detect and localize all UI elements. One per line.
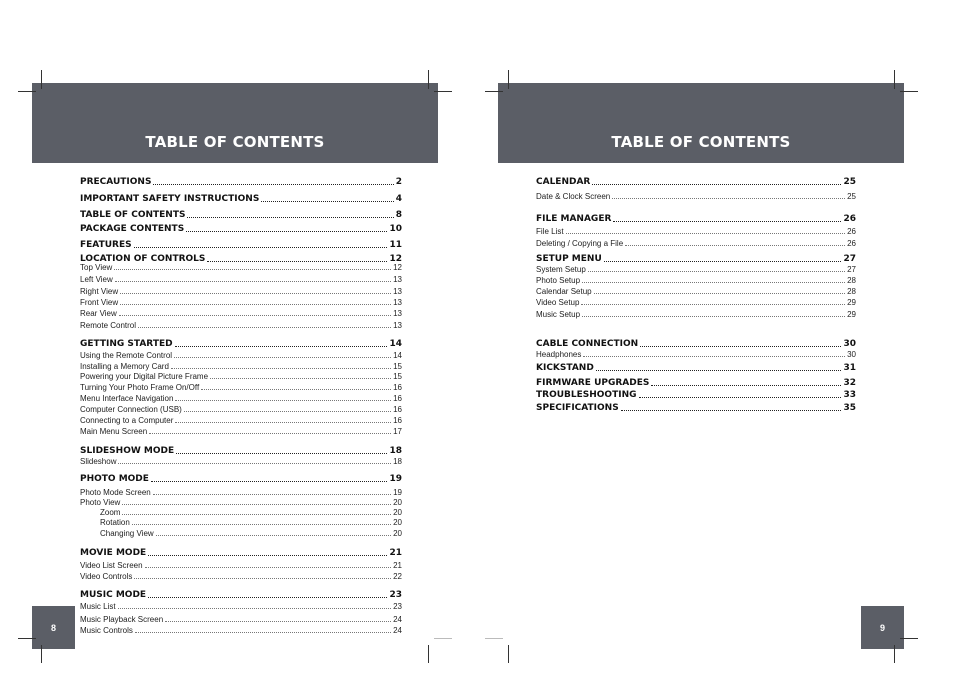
toc-section-entry bbox=[80, 225, 402, 234]
toc-subsection-entry bbox=[536, 228, 856, 236]
toc-subsection-entry bbox=[80, 363, 402, 371]
toc-entry-page: 19 bbox=[389, 474, 402, 484]
crop-mark bbox=[508, 70, 509, 89]
toc-subsection-entry bbox=[80, 489, 402, 497]
crop-mark bbox=[428, 70, 429, 89]
crop-mark bbox=[900, 638, 918, 639]
toc-entry-page: 32 bbox=[843, 378, 856, 388]
toc-entry-page: 29 bbox=[847, 298, 856, 307]
toc-entry-page: 23 bbox=[393, 602, 402, 611]
toc-subsection-entry bbox=[80, 627, 402, 635]
toc-entry-label: SETUP MENU bbox=[536, 254, 602, 264]
toc-subsection-entry bbox=[536, 299, 856, 307]
crop-mark bbox=[18, 91, 36, 92]
toc-entry-page: 8 bbox=[395, 210, 402, 220]
toc-entry-page: 13 bbox=[393, 298, 402, 307]
toc-subsection-entry bbox=[80, 395, 402, 403]
toc-leader-dots bbox=[134, 578, 391, 579]
toc-leader-dots bbox=[184, 411, 391, 412]
toc-subsection-entry bbox=[80, 264, 402, 272]
toc-leader-dots bbox=[171, 368, 391, 369]
toc-entry-label: FIRMWARE UPGRADES bbox=[536, 378, 650, 388]
toc-leader-dots bbox=[148, 555, 387, 556]
toc-leader-dots bbox=[119, 315, 391, 316]
toc-entry-page: 12 bbox=[393, 263, 402, 272]
left-header-banner bbox=[32, 83, 438, 163]
toc-entry-page: 10 bbox=[389, 224, 402, 234]
toc-subsection-entry bbox=[80, 428, 402, 436]
toc-entry-page: 26 bbox=[847, 239, 856, 248]
toc-leader-dots bbox=[151, 481, 388, 482]
toc-entry-page: 13 bbox=[393, 321, 402, 330]
toc-entry-label: Using the Remote Control bbox=[80, 351, 173, 360]
toc-section-entry bbox=[80, 447, 402, 456]
toc-subsection-entry bbox=[536, 288, 856, 296]
toc-entry-page: 20 bbox=[393, 518, 402, 527]
toc-entry-label: Left View bbox=[80, 275, 113, 284]
toc-entry-page: 16 bbox=[393, 383, 402, 392]
toc-leader-dots bbox=[175, 422, 391, 423]
crop-mark bbox=[18, 638, 36, 639]
crop-mark bbox=[894, 645, 895, 663]
toc-entry-page: 4 bbox=[395, 194, 402, 204]
right-page-title: TABLE OF CONTENTS bbox=[611, 133, 791, 151]
left-page-title: TABLE OF CONTENTS bbox=[145, 133, 325, 151]
toc-entry-page: 27 bbox=[847, 265, 856, 274]
crop-mark bbox=[894, 70, 895, 89]
toc-entry-page: 20 bbox=[393, 508, 402, 517]
toc-entry-page: 21 bbox=[389, 548, 402, 558]
toc-entry-label: PACKAGE CONTENTS bbox=[80, 224, 185, 234]
toc-entry-page: 30 bbox=[847, 350, 856, 359]
toc-entry-label: Powering your Digital Picture Frame bbox=[80, 372, 209, 381]
toc-section-entry bbox=[536, 178, 856, 187]
toc-entry-page: 22 bbox=[393, 572, 402, 581]
toc-section-entry bbox=[536, 255, 856, 264]
toc-subsection-entry bbox=[80, 458, 402, 466]
toc-entry-label: CABLE CONNECTION bbox=[536, 339, 639, 349]
toc-section-entry bbox=[536, 215, 856, 224]
toc-leader-dots bbox=[581, 304, 845, 305]
toc-leader-dots bbox=[120, 304, 391, 305]
toc-entry-page: 13 bbox=[393, 309, 402, 318]
toc-leader-dots bbox=[596, 370, 842, 371]
toc-subsection-entry bbox=[80, 562, 402, 570]
toc-subsection-entry bbox=[100, 519, 402, 527]
toc-entry-label: KICKSTAND bbox=[536, 363, 594, 373]
toc-entry-label: Front View bbox=[80, 298, 119, 307]
toc-leader-dots bbox=[122, 504, 391, 505]
toc-entry-label: PHOTO MODE bbox=[80, 474, 149, 484]
toc-entry-label: IMPORTANT SAFETY INSTRUCTIONS bbox=[80, 194, 260, 204]
toc-entry-page: 18 bbox=[393, 457, 402, 466]
toc-subsection-entry bbox=[80, 322, 402, 330]
toc-entry-page: 21 bbox=[393, 561, 402, 570]
toc-entry-page: 11 bbox=[389, 240, 402, 250]
crop-mark bbox=[485, 638, 503, 639]
toc-subsection-entry bbox=[80, 616, 402, 624]
toc-subsection-entry bbox=[100, 530, 402, 538]
toc-leader-dots bbox=[613, 221, 841, 222]
toc-subsection-entry bbox=[80, 406, 402, 414]
toc-leader-dots bbox=[175, 346, 388, 347]
toc-entry-label: Right View bbox=[80, 287, 119, 296]
toc-section-entry bbox=[536, 404, 856, 413]
toc-leader-dots bbox=[132, 524, 391, 525]
toc-leader-dots bbox=[148, 597, 387, 598]
toc-entry-label: Installing a Memory Card bbox=[80, 362, 169, 371]
toc-leader-dots bbox=[122, 514, 391, 515]
toc-entry-page: 15 bbox=[393, 362, 402, 371]
toc-entry-page: 17 bbox=[393, 427, 402, 436]
toc-entry-label: SLIDESHOW MODE bbox=[80, 446, 175, 456]
toc-entry-label: Connecting to a Computer bbox=[80, 416, 174, 425]
toc-leader-dots bbox=[138, 327, 391, 328]
toc-entry-page: 24 bbox=[393, 626, 402, 635]
toc-leader-dots bbox=[174, 357, 391, 358]
toc-entry-page: 23 bbox=[389, 590, 402, 600]
toc-entry-label: Deleting / Copying a File bbox=[536, 239, 624, 248]
toc-entry-page: 28 bbox=[847, 287, 856, 296]
toc-section-entry bbox=[536, 391, 856, 400]
toc-entry-label: Remote Control bbox=[80, 321, 137, 330]
toc-subsection-entry bbox=[536, 277, 856, 285]
crop-mark bbox=[900, 91, 918, 92]
toc-subsection-entry bbox=[536, 193, 856, 201]
toc-entry-label: Music List bbox=[80, 602, 116, 611]
toc-leader-dots bbox=[651, 385, 841, 386]
toc-section-entry bbox=[80, 475, 402, 484]
toc-entry-page: 13 bbox=[393, 275, 402, 284]
toc-entry-page: 14 bbox=[393, 351, 402, 360]
toc-entry-page: 28 bbox=[847, 276, 856, 285]
toc-leader-dots bbox=[175, 400, 391, 401]
toc-leader-dots bbox=[149, 433, 391, 434]
toc-subsection-entry bbox=[536, 266, 856, 274]
crop-mark bbox=[428, 645, 429, 663]
toc-entry-page: 26 bbox=[847, 227, 856, 236]
toc-subsection-entry bbox=[80, 603, 402, 611]
toc-entry-page: 18 bbox=[389, 446, 402, 456]
toc-entry-page: 29 bbox=[847, 310, 856, 319]
crop-mark bbox=[508, 645, 509, 663]
toc-entry-label: Top View bbox=[80, 263, 113, 272]
toc-entry-page: 20 bbox=[393, 529, 402, 538]
toc-entry-label: FEATURES bbox=[80, 240, 132, 250]
toc-section-entry bbox=[80, 340, 402, 349]
toc-entry-label: Slideshow bbox=[80, 457, 117, 466]
toc-entry-page: 35 bbox=[843, 403, 856, 413]
toc-entry-label: Photo View bbox=[80, 498, 121, 507]
toc-entry-label: Music Setup bbox=[536, 310, 581, 319]
toc-entry-label: Turning Your Photo Frame On/Off bbox=[80, 383, 200, 392]
toc-entry-page: 31 bbox=[843, 363, 856, 373]
toc-entry-label: Video Controls bbox=[80, 572, 133, 581]
toc-leader-dots bbox=[114, 269, 391, 270]
toc-entry-page: 16 bbox=[393, 416, 402, 425]
toc-entry-page: 20 bbox=[393, 498, 402, 507]
toc-leader-dots bbox=[210, 378, 391, 379]
toc-leader-dots bbox=[640, 346, 841, 347]
toc-entry-label: MOVIE MODE bbox=[80, 548, 147, 558]
toc-leader-dots bbox=[566, 233, 846, 234]
toc-section-entry bbox=[80, 195, 402, 204]
toc-leader-dots bbox=[612, 198, 845, 199]
toc-entry-page: 15 bbox=[393, 372, 402, 381]
crop-mark bbox=[41, 645, 42, 663]
toc-entry-label: TROUBLESHOOTING bbox=[536, 390, 637, 400]
toc-subsection-entry bbox=[80, 288, 402, 296]
toc-entry-label: LOCATION OF CONTROLS bbox=[80, 254, 206, 264]
toc-leader-dots bbox=[594, 293, 846, 294]
toc-subsection-entry bbox=[80, 352, 402, 360]
toc-leader-dots bbox=[592, 184, 841, 185]
toc-leader-dots bbox=[582, 316, 845, 317]
toc-subsection-entry bbox=[80, 310, 402, 318]
toc-leader-dots bbox=[115, 281, 391, 282]
toc-subsection-entry bbox=[80, 417, 402, 425]
toc-leader-dots bbox=[639, 397, 842, 398]
toc-leader-dots bbox=[201, 389, 391, 390]
crop-mark bbox=[485, 91, 503, 92]
toc-entry-label: CALENDAR bbox=[536, 177, 591, 187]
toc-leader-dots bbox=[134, 247, 388, 248]
toc-entry-page: 16 bbox=[393, 394, 402, 403]
toc-entry-page: 16 bbox=[393, 405, 402, 414]
toc-entry-label: Music Controls bbox=[80, 626, 133, 635]
toc-entry-page: 30 bbox=[843, 339, 856, 349]
toc-leader-dots bbox=[165, 621, 391, 622]
toc-entry-label: GETTING STARTED bbox=[80, 339, 173, 349]
toc-leader-dots bbox=[583, 356, 845, 357]
toc-leader-dots bbox=[625, 245, 845, 246]
toc-leader-dots bbox=[582, 282, 845, 283]
toc-entry-page: 14 bbox=[389, 339, 402, 349]
crop-mark bbox=[41, 70, 42, 89]
toc-entry-page: 25 bbox=[843, 177, 856, 187]
toc-leader-dots bbox=[118, 608, 392, 609]
toc-subsection-entry bbox=[536, 240, 856, 248]
toc-entry-page: 13 bbox=[393, 287, 402, 296]
toc-subsection-entry bbox=[80, 373, 402, 381]
toc-section-entry bbox=[80, 211, 402, 220]
toc-subsection-entry bbox=[80, 276, 402, 284]
toc-leader-dots bbox=[261, 201, 393, 202]
toc-leader-dots bbox=[156, 535, 391, 536]
toc-entry-label: Headphones bbox=[536, 350, 582, 359]
toc-entry-label: Main Menu Screen bbox=[80, 427, 148, 436]
toc-entry-label: SPECIFICATIONS bbox=[536, 403, 619, 413]
left-page-number: 8 bbox=[32, 606, 75, 649]
toc-entry-label: Music Playback Screen bbox=[80, 615, 164, 624]
toc-leader-dots bbox=[207, 261, 387, 262]
toc-entry-label: File List bbox=[536, 227, 564, 236]
toc-entry-label: Rear View bbox=[80, 309, 117, 318]
toc-entry-page: 26 bbox=[843, 214, 856, 224]
toc-entry-label: Video Setup bbox=[536, 298, 580, 307]
toc-entry-label: Changing View bbox=[100, 529, 154, 538]
toc-leader-dots bbox=[118, 463, 391, 464]
toc-entry-label: Photo Mode Screen bbox=[80, 488, 151, 497]
right-page-number: 9 bbox=[861, 606, 904, 649]
toc-entry-page: 2 bbox=[395, 177, 402, 187]
crop-mark bbox=[434, 91, 452, 92]
toc-leader-dots bbox=[187, 217, 393, 218]
toc-entry-label: Computer Connection (USB) bbox=[80, 405, 182, 414]
toc-entry-label: Calendar Setup bbox=[536, 287, 592, 296]
toc-entry-page: 25 bbox=[847, 192, 856, 201]
toc-entry-label: Zoom bbox=[100, 508, 121, 517]
toc-section-entry bbox=[80, 178, 402, 187]
toc-subsection-entry bbox=[536, 311, 856, 319]
toc-entry-label: Rotation bbox=[100, 518, 130, 527]
toc-leader-dots bbox=[186, 231, 387, 232]
toc-leader-dots bbox=[153, 494, 391, 495]
toc-section-entry bbox=[80, 255, 402, 264]
toc-section-entry bbox=[536, 364, 856, 373]
toc-leader-dots bbox=[145, 567, 392, 568]
toc-leader-dots bbox=[588, 271, 845, 272]
toc-entry-page: 27 bbox=[843, 254, 856, 264]
toc-entry-label: PRECAUTIONS bbox=[80, 177, 152, 187]
toc-section-entry bbox=[80, 241, 402, 250]
toc-leader-dots bbox=[135, 632, 391, 633]
toc-entry-label: FILE MANAGER bbox=[536, 214, 612, 224]
toc-section-entry bbox=[536, 379, 856, 388]
toc-subsection-entry bbox=[536, 351, 856, 359]
toc-entry-label: Menu Interface Navigation bbox=[80, 394, 174, 403]
toc-section-entry bbox=[536, 340, 856, 349]
toc-entry-label: Video List Screen bbox=[80, 561, 143, 570]
toc-entry-page: 33 bbox=[843, 390, 856, 400]
toc-leader-dots bbox=[120, 293, 391, 294]
toc-subsection-entry bbox=[100, 509, 402, 517]
toc-leader-dots bbox=[621, 410, 842, 411]
right-header-banner bbox=[498, 83, 904, 163]
toc-entry-label: Date & Clock Screen bbox=[536, 192, 611, 201]
toc-entry-label: System Setup bbox=[536, 265, 586, 274]
toc-section-entry bbox=[80, 591, 402, 600]
toc-subsection-entry bbox=[80, 299, 402, 307]
toc-entry-label: TABLE OF CONTENTS bbox=[80, 210, 186, 220]
toc-entry-label: MUSIC MODE bbox=[80, 590, 147, 600]
toc-leader-dots bbox=[176, 453, 387, 454]
toc-section-entry bbox=[80, 549, 402, 558]
toc-leader-dots bbox=[153, 184, 393, 185]
toc-leader-dots bbox=[604, 261, 842, 262]
toc-subsection-entry bbox=[80, 573, 402, 581]
toc-entry-page: 24 bbox=[393, 615, 402, 624]
toc-subsection-entry bbox=[80, 384, 402, 392]
toc-entry-page: 12 bbox=[389, 254, 402, 264]
toc-entry-label: Photo Setup bbox=[536, 276, 581, 285]
toc-entry-page: 19 bbox=[393, 488, 402, 497]
toc-subsection-entry bbox=[80, 499, 402, 507]
crop-mark bbox=[434, 638, 452, 639]
